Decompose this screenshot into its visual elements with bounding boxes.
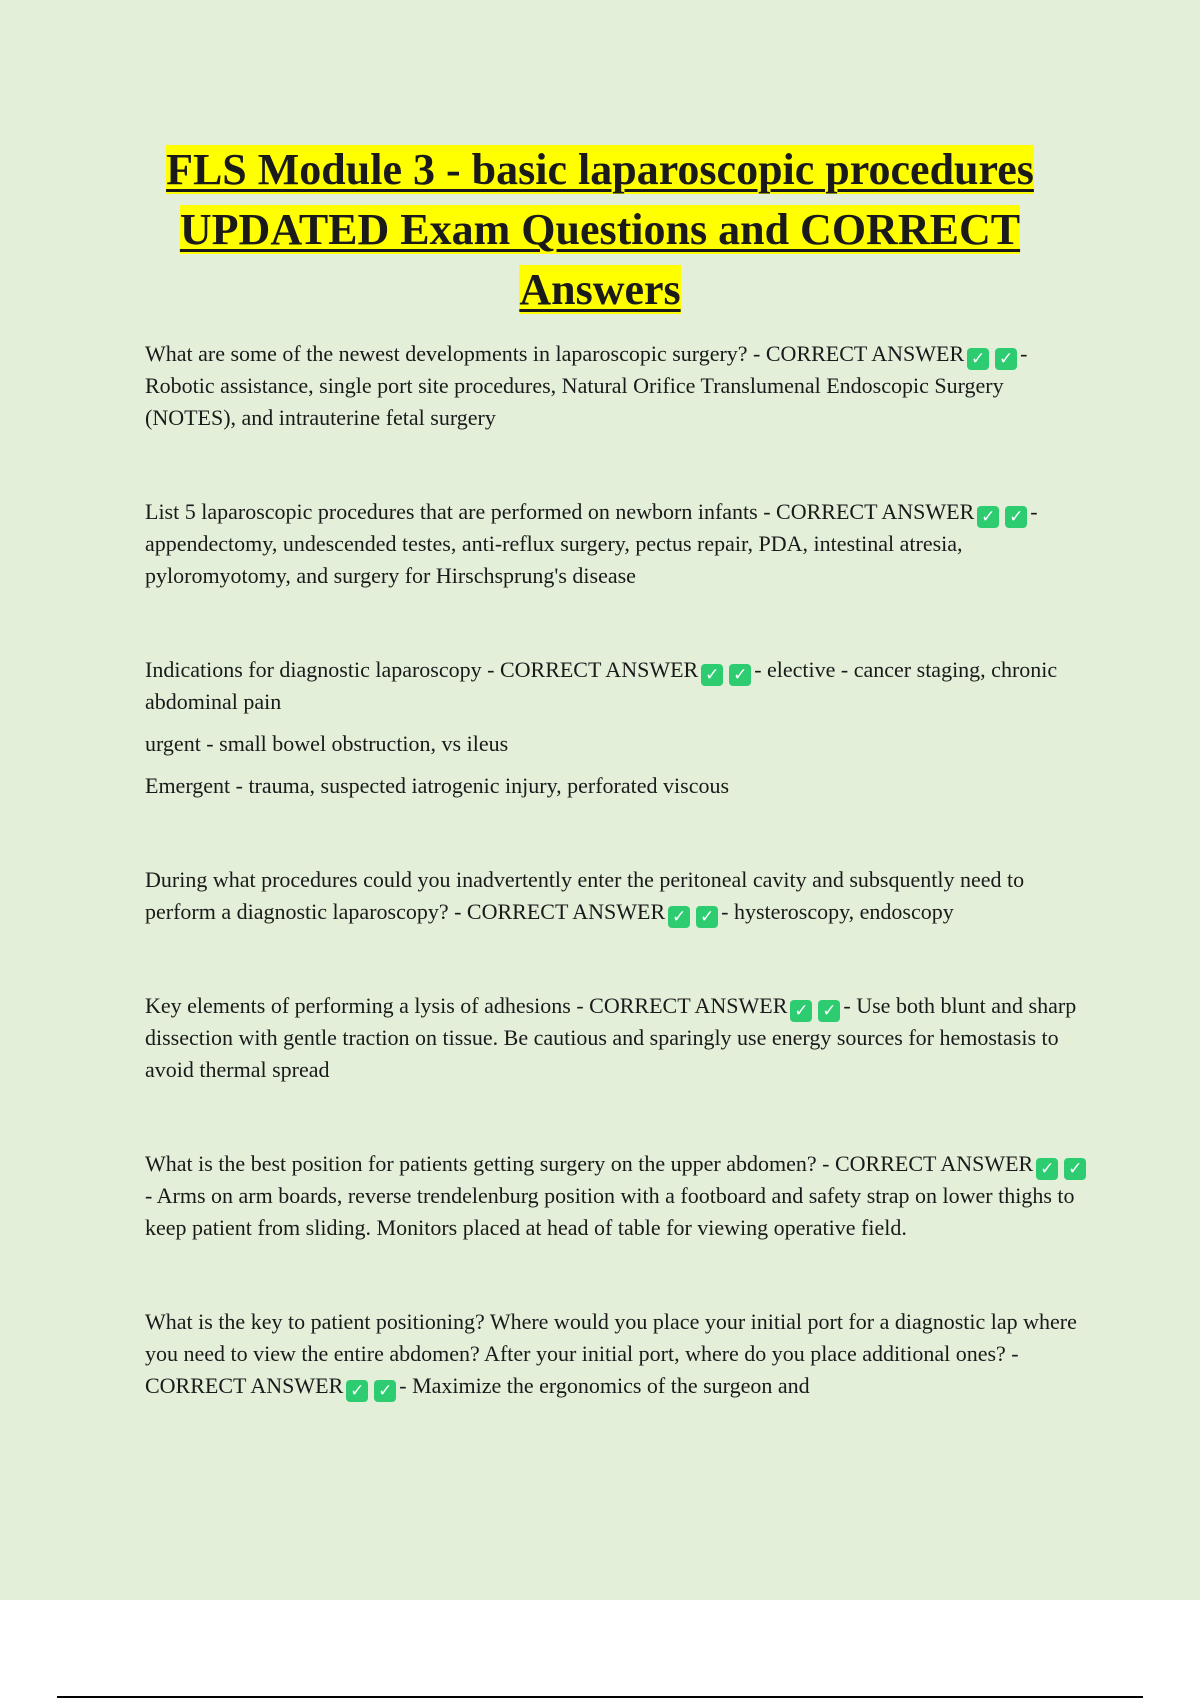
qa-block bbox=[145, 338, 1090, 434]
answer-text: - Use both blunt and sharp dissection with gentle traction on tissue. Be cautious and sparingly use energy sources for hemostasis to avoid thermal spread bbox=[145, 993, 1077, 1082]
qa-item bbox=[145, 496, 1090, 592]
qa-item bbox=[145, 990, 1090, 1086]
question-text: What is the best position for patients getting surgery on the upper abdomen? - CORRECT ANSWER bbox=[145, 1151, 1034, 1176]
qa-item bbox=[145, 864, 1090, 928]
qa-block bbox=[145, 654, 1090, 802]
question-text: Indications for diagnostic laparoscopy - CORRECT ANSWER bbox=[145, 657, 699, 682]
answer-text: - elective - cancer staging, chronic abdominal pain bbox=[145, 657, 1058, 714]
check-mark-icon: ✓ bbox=[1005, 506, 1027, 528]
answer-text: - Maximize the ergonomics of the surgeon and bbox=[399, 1373, 810, 1398]
check-mark-icon: ✓ bbox=[790, 1000, 812, 1022]
qa-item bbox=[145, 654, 1090, 718]
qa-block bbox=[145, 864, 1090, 928]
check-mark-icon: ✓ bbox=[701, 664, 723, 686]
check-mark-icon: ✓ bbox=[995, 348, 1017, 370]
check-mark-icon: ✓ bbox=[696, 906, 718, 928]
qa-item bbox=[145, 338, 1090, 434]
question-text: What is the key to patient positioning? Where would you place your initial port for a diagnostic lap where you need to view the entire abdomen? After your initial port, where do you place additional ones? - CORRECT ANSWER bbox=[145, 1309, 1077, 1398]
qa-block bbox=[145, 496, 1090, 592]
qa-block bbox=[145, 1148, 1090, 1244]
question-text: What are some of the newest developments in laparoscopic surgery? - CORRECT ANSWER bbox=[145, 341, 965, 366]
question-text: List 5 laparoscopic procedures that are performed on newborn infants - CORRECT ANSWER bbox=[145, 499, 975, 524]
qa-block bbox=[145, 1306, 1090, 1402]
document-title bbox=[100, 140, 1100, 320]
check-mark-icon: ✓ bbox=[967, 348, 989, 370]
check-mark-icon: ✓ bbox=[346, 1380, 368, 1402]
answer-text: - Robotic assistance, single port site procedures, Natural Orifice Translumenal Endoscopic Surgery (NOTES), and intrauterine fetal surgery bbox=[145, 341, 1028, 430]
qa-item bbox=[145, 1148, 1090, 1244]
check-mark-icon: ✓ bbox=[668, 906, 690, 928]
check-mark-icon: ✓ bbox=[1036, 1158, 1058, 1180]
check-mark-icon: ✓ bbox=[374, 1380, 396, 1402]
check-mark-icon: ✓ bbox=[729, 664, 751, 686]
answer-extra-line: Emergent - trauma, suspected iatrogenic injury, perforated viscous bbox=[145, 773, 730, 798]
qa-item bbox=[145, 1306, 1090, 1402]
title-highlight: FLS Module 3 - basic laparoscopic procedures UPDATED Exam Questions and CORRECT Answers bbox=[166, 145, 1034, 314]
footer-divider bbox=[57, 1696, 1143, 1698]
answer-text: - Arms on arm boards, reverse trendelenburg position with a footboard and safety strap on lower thighs to keep patient from sliding. Monitors placed at head of table for viewing operative field. bbox=[145, 1183, 1075, 1240]
answer-text: - hysteroscopy, endoscopy bbox=[721, 899, 954, 924]
answer-text: - appendectomy, undescended testes, anti-reflux surgery, pectus repair, PDA, intestinal atresia, pyloromyotomy, and surgery for Hirschsprung's disease bbox=[145, 499, 1038, 588]
check-mark-icon: ✓ bbox=[977, 506, 999, 528]
answer-extra-line: urgent - small bowel obstruction, vs ileus bbox=[145, 731, 509, 756]
check-mark-icon: ✓ bbox=[1064, 1158, 1086, 1180]
qa-list bbox=[145, 338, 1090, 1408]
check-mark-icon: ✓ bbox=[818, 1000, 840, 1022]
qa-block bbox=[145, 990, 1090, 1086]
question-text: During what procedures could you inadvertently enter the peritoneal cavity and subsquently need to perform a diagnostic laparoscopy? - CORRECT ANSWER bbox=[145, 867, 1025, 924]
question-text: Key elements of performing a lysis of adhesions - CORRECT ANSWER bbox=[145, 993, 788, 1018]
